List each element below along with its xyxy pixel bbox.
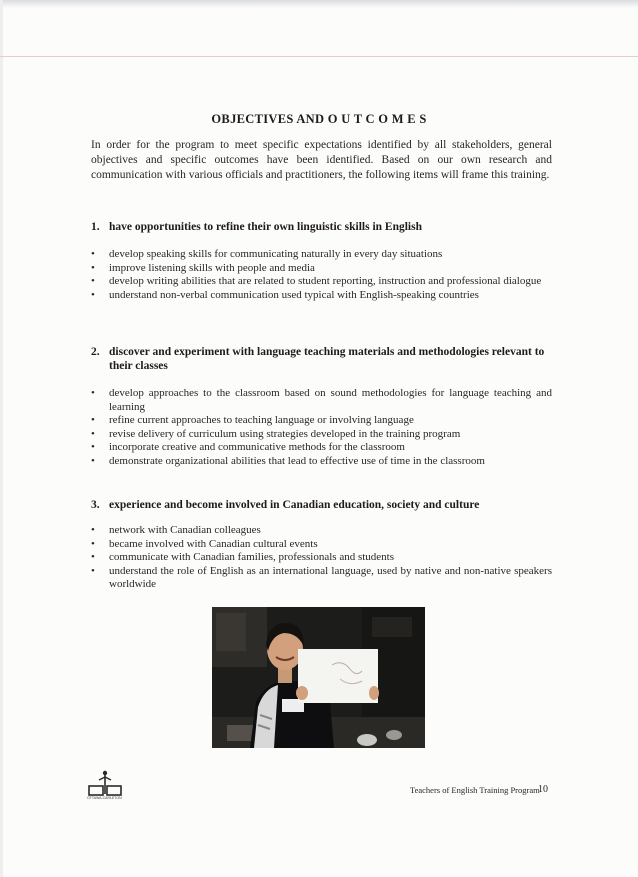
list-item: • became involved with Canadian cultural events <box>91 538 552 552</box>
section-1-number: 1. <box>91 221 100 233</box>
section-3 <box>91 498 552 592</box>
section-1 <box>91 220 552 302</box>
section-2 <box>91 345 552 469</box>
section-2-heading <box>91 345 552 373</box>
list-item: • demonstrate organizational abilities that lead to effective use of time in the classroom <box>91 455 552 469</box>
student-photo-illustration <box>212 607 425 748</box>
list-item: • understand the role of English as an international language, used by native and non-native speakers worldwide <box>91 565 552 592</box>
scan-left-edge <box>0 0 3 877</box>
page-title: OBJECTIVES AND O U T C O M E S <box>211 112 427 126</box>
school-board-logo <box>86 768 124 802</box>
section-1-title: have opportunities to refine their own linguistic skills in English <box>109 221 422 233</box>
section-2-number: 2. <box>91 346 100 358</box>
section-2-title: discover and experiment with language teaching materials and methodologies relevant to their classes <box>109 346 545 372</box>
list-item: • understand non-verbal communication used typical with English-speaking countries <box>91 289 552 303</box>
section-3-number: 3. <box>91 499 100 511</box>
section-2-list <box>91 387 552 469</box>
list-item: • revise delivery of curriculum using strategies developed in the training program <box>91 428 552 442</box>
list-item: • develop approaches to the classroom based on sound methodologies for language teaching and learning <box>91 387 552 414</box>
logo-text: OTTAWA-CARLETON <box>87 796 122 800</box>
list-item: • improve listening skills with people and media <box>91 262 552 276</box>
list-item: • incorporate creative and communicative methods for the classroom <box>91 441 552 455</box>
page-number: 10 <box>538 784 548 795</box>
list-item: • refine current approaches to teaching language or involving language <box>91 414 552 428</box>
list-item: • develop speaking skills for communicating naturally in every day situations <box>91 248 552 262</box>
list-item: • communicate with Canadian families, professionals and students <box>91 551 552 565</box>
section-3-list <box>91 524 552 592</box>
list-item: • network with Canadian colleagues <box>91 524 552 538</box>
section-3-title: experience and become involved in Canadian education, society and culture <box>109 499 480 511</box>
section-3-heading <box>91 498 552 512</box>
scan-top-band <box>0 0 638 8</box>
intro-paragraph: In order for the program to meet specific expectations identified by all stakeholders, general objectives and specific outcomes have been identified. Based on our own research and communication with various officials and practitioners, the following items will frame this training. <box>91 139 552 181</box>
section-1-list <box>91 248 552 302</box>
section-1-heading <box>91 220 552 234</box>
student-photo <box>212 607 425 748</box>
list-item: • develop writing abilities that are related to student reporting, instruction and professional dialogue <box>91 275 552 289</box>
footer-program-name: Teachers of English Training Program <box>410 785 540 795</box>
header-rule <box>0 56 638 57</box>
